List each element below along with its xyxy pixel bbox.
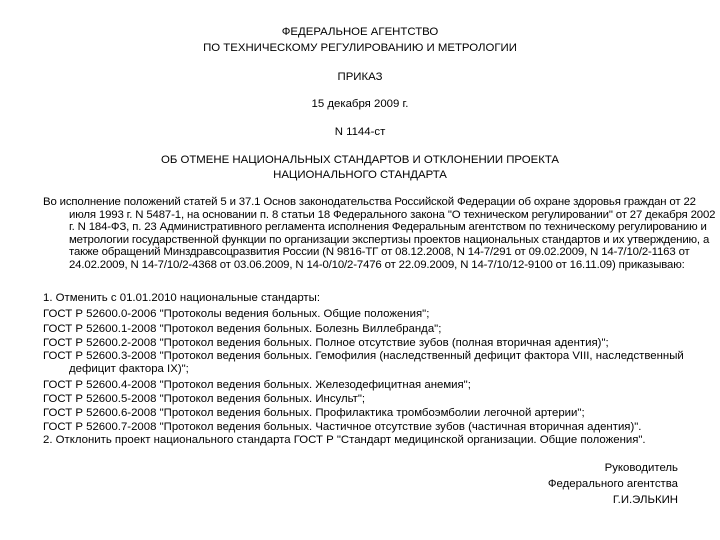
standard-7: ГОСТ Р 52600.7-2008 "Протокол ведения больных. Частичное отсутствие зубов (частичная вторичная адентия)". xyxy=(43,421,642,433)
doc-type: ПРИКАЗ xyxy=(337,71,383,83)
item-1: 1. Отменить с 01.01.2010 национальные стандарты: xyxy=(43,292,320,304)
standard-1: ГОСТ Р 52600.1-2008 "Протокол ведения больных. Болезнь Виллебранда"; xyxy=(43,323,442,335)
signature-title-line1: Руководитель xyxy=(604,462,678,474)
agency-name-line1: ФЕДЕРАЛЬНОЕ АГЕНТСТВО xyxy=(281,26,439,38)
standard-4: ГОСТ Р 52600.4-2008 "Протокол ведения больных. Железодефицитная анемия"; xyxy=(43,379,471,391)
signature-name: Г.И.ЭЛЬКИН xyxy=(612,494,678,506)
preamble-paragraph: Во исполнение положений статей 5 и 37.1 Основ законодательства Российской Федерации об охране здоровья граждан от 22 июля 1993 г. N 5487-1, на основании п. 8 статьи 18 Федерального закона "О техническом регулировании" от 27 декабря 2002 г. N 184-ФЗ, п. 23 Административного регламента исполнения Федеральным агентством по техническому регулированию и метрологии государственной функции по организации экспертизы проектов национальных стандартов и их утверждению, а также обращений Минздравсоцразвития России (N 9816-ТГ от 08.12.2008, N 14-7/291 от 09.02.2009, N 14-7/10/2-1163 от 24.02.2009, N 14-7/10/2-4368 от 03.06.2009, N 14-0/10/2-7476 от 22.09.2009, N 14-7/10/12-9100 от 16.11.09) приказываю: xyxy=(43,196,716,271)
signature-title-line2: Федерального агентства xyxy=(547,478,678,490)
doc-number: N 1144-ст xyxy=(334,126,386,138)
standard-2: ГОСТ Р 52600.2-2008 "Протокол ведения больных. Полное отсутствие зубов (полная вторичная адентия)"; xyxy=(43,337,609,349)
doc-subject-line1: ОБ ОТМЕНЕ НАЦИОНАЛЬНЫХ СТАНДАРТОВ И ОТКЛОНЕНИИ ПРОЕКТА xyxy=(160,154,560,166)
standard-0: ГОСТ Р 52600.0-2006 "Протоколы ведения больных. Общие положения"; xyxy=(43,308,430,320)
agency-name-line2: ПО ТЕХНИЧЕСКОМУ РЕГУЛИРОВАНИЮ И МЕТРОЛОГИИ xyxy=(203,42,517,54)
standard-3: ГОСТ Р 52600.3-2008 "Протокол ведения больных. Гемофилия (наследственный дефицит фактора VIII, наследственный дефицит фактора IX)"; xyxy=(43,350,684,375)
doc-date: 15 декабря 2009 г. xyxy=(311,98,409,110)
doc-subject-line2: НАЦИОНАЛЬНОГО СТАНДАРТА xyxy=(273,169,447,181)
standard-5: ГОСТ Р 52600.5-2008 "Протокол ведения больных. Инсульт"; xyxy=(43,393,366,405)
item-2: 2. Отклонить проект национального стандарта ГОСТ Р "Стандарт медицинской организации. Общие положения". xyxy=(43,434,646,446)
standard-6: ГОСТ Р 52600.6-2008 "Протокол ведения больных. Профилактика тромбоэмболии легочной артерии"; xyxy=(43,407,585,419)
